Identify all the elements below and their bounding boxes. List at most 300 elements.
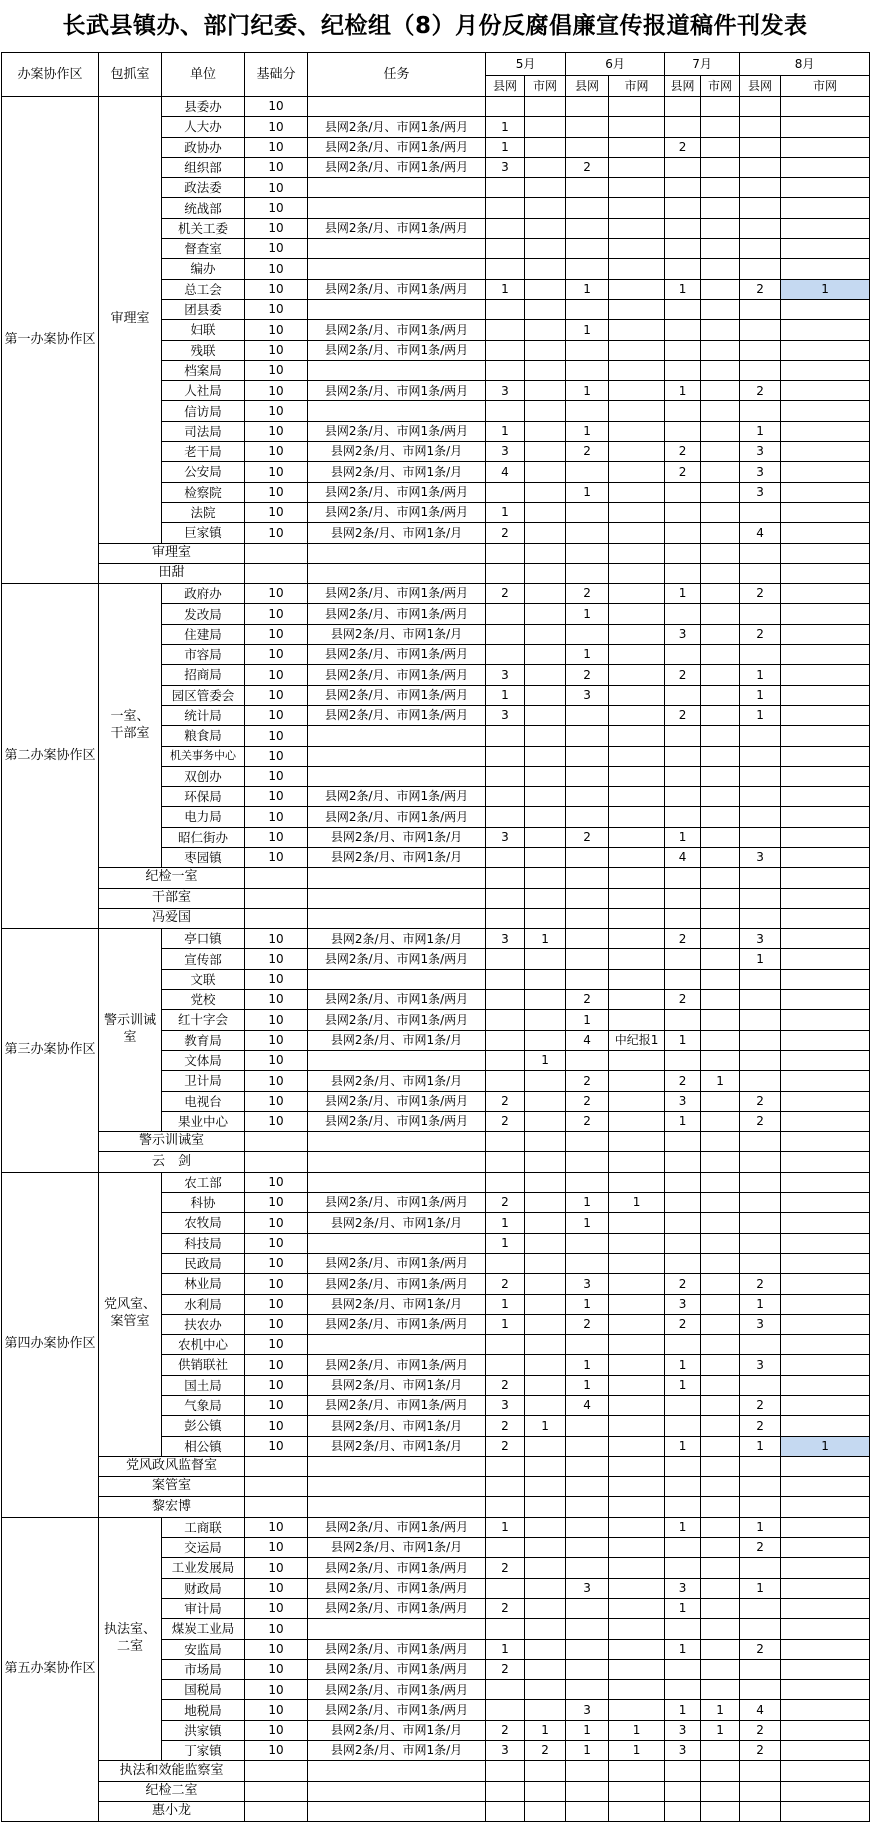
county-net-count-cell: 2 [486,1091,525,1111]
county-net-count-cell [665,97,701,117]
empty-cell [525,1132,566,1152]
county-net-count-cell: 1 [566,604,609,624]
city-net-count-cell [781,1193,870,1213]
header-city-net: 市网 [609,76,665,97]
county-net-count-cell [566,1558,609,1578]
task-cell: 县网2条/月、市网1条/两月 [308,1639,486,1659]
city-net-count-cell [701,421,740,441]
city-net-count-cell [701,523,740,543]
county-net-count-cell [740,198,781,218]
city-net-count-cell [609,1375,665,1395]
empty-cell [781,868,870,888]
city-net-count-cell [525,523,566,543]
task-cell: 县网2条/月、市网1条/月 [308,1213,486,1233]
city-net-count-cell [609,584,665,604]
county-net-count-cell [486,807,525,827]
city-net-count-cell [701,1335,740,1355]
county-net-count-cell: 2 [665,1071,701,1091]
county-net-count-cell [665,1193,701,1213]
empty-cell [609,1801,665,1821]
city-net-count-cell [781,1538,870,1558]
county-net-count-cell: 1 [486,1294,525,1314]
county-net-count-cell [740,1619,781,1639]
unit-name-cell: 总工会 [162,279,245,299]
county-net-count-cell [566,178,609,198]
city-net-count-cell [609,1071,665,1091]
city-net-count-cell: 1 [609,1720,665,1740]
empty-cell [781,1497,870,1517]
empty-cell [781,908,870,928]
task-cell: 县网2条/月、市网1条/月 [308,1071,486,1091]
task-cell: 县网2条/月、市网1条/月 [308,1538,486,1558]
county-net-count-cell [486,1538,525,1558]
county-net-count-cell: 2 [740,1111,781,1131]
city-net-count-cell [609,624,665,644]
city-net-count-cell [781,807,870,827]
county-net-count-cell: 2 [740,381,781,401]
base-score-cell: 10 [245,1517,308,1537]
empty-cell [665,868,701,888]
office-summary-cell: 纪检二室 [99,1781,245,1801]
county-net-count-cell [566,198,609,218]
city-net-count-cell [525,766,566,786]
county-net-count-cell [566,1619,609,1639]
base-score-cell: 10 [245,1700,308,1720]
city-net-count-cell [781,1050,870,1070]
county-net-count-cell: 1 [740,1436,781,1456]
city-net-count-cell [525,1558,566,1578]
city-net-count-cell [525,482,566,502]
task-cell: 县网2条/月、市网1条/两月 [308,218,486,238]
county-net-count-cell: 1 [486,685,525,705]
header-office: 包抓室 [99,53,162,97]
base-score-cell: 10 [245,766,308,786]
empty-cell [525,543,566,563]
city-net-count-cell [609,1700,665,1720]
city-net-count-cell [525,1294,566,1314]
city-net-count-cell [781,299,870,319]
task-cell [308,178,486,198]
city-net-count-cell [701,604,740,624]
city-net-count-cell: 1 [525,1720,566,1740]
empty-cell [486,563,525,583]
header-month-june: 6月 [566,53,665,76]
county-net-count-cell: 1 [566,1355,609,1375]
empty-cell [308,908,486,928]
county-net-count-cell [665,949,701,969]
base-score-cell: 10 [245,442,308,462]
unit-name-cell: 交运局 [162,1538,245,1558]
city-net-count-cell [781,421,870,441]
county-net-count-cell: 1 [665,1700,701,1720]
city-net-count-cell [609,807,665,827]
unit-name-cell: 扶农办 [162,1314,245,1334]
header-county-net: 县网 [486,76,525,97]
unit-name-cell: 昭仁街办 [162,827,245,847]
county-net-count-cell: 1 [665,1375,701,1395]
header-month-may: 5月 [486,53,566,76]
city-net-count-cell [701,259,740,279]
county-net-count-cell [665,1396,701,1416]
office-summary-cell: 黎宏博 [99,1497,245,1517]
base-score-cell: 10 [245,117,308,137]
county-net-count-cell: 2 [740,624,781,644]
city-net-count-cell [781,1720,870,1740]
county-net-count-cell [740,1193,781,1213]
city-net-count-cell [525,1375,566,1395]
county-net-count-cell [665,198,701,218]
city-net-count-cell [701,1416,740,1436]
unit-name-cell: 丁家镇 [162,1741,245,1761]
county-net-count-cell: 1 [486,1314,525,1334]
county-net-count-cell [566,340,609,360]
empty-cell [566,1801,609,1821]
empty-cell [525,1152,566,1172]
task-cell: 县网2条/月、市网1条/两月 [308,381,486,401]
unit-name-cell: 住建局 [162,624,245,644]
task-cell: 县网2条/月、市网1条/两月 [308,1193,486,1213]
city-net-count-cell [701,1436,740,1456]
empty-cell [566,1781,609,1801]
city-net-count-cell [525,685,566,705]
city-net-count-cell [525,442,566,462]
city-net-count-cell [701,807,740,827]
task-cell: 县网2条/月、市网1条/两月 [308,117,486,137]
county-net-count-cell [740,299,781,319]
report-table [1,52,870,1822]
empty-cell [701,1761,740,1781]
city-net-count-cell [701,1375,740,1395]
county-net-count-cell [740,1050,781,1070]
base-score-cell: 10 [245,1111,308,1131]
city-net-count-cell [525,1517,566,1537]
task-cell: 县网2条/月、市网1条/两月 [308,705,486,725]
county-net-count-cell: 1 [486,421,525,441]
header-unit: 单位 [162,53,245,97]
unit-name-cell: 国土局 [162,1375,245,1395]
empty-cell [781,1781,870,1801]
county-net-count-cell [740,137,781,157]
county-net-count-cell [665,482,701,502]
task-cell [308,239,486,259]
empty-cell [525,888,566,908]
county-net-count-cell [665,969,701,989]
county-net-count-cell [665,218,701,238]
city-net-count-cell [781,1517,870,1537]
task-cell [308,1233,486,1253]
city-net-count-cell [781,157,870,177]
task-cell: 县网2条/月、市网1条/月 [308,1720,486,1740]
empty-cell [665,543,701,563]
county-net-count-cell: 3 [486,381,525,401]
unit-name-cell: 督查室 [162,239,245,259]
county-net-count-cell [665,1010,701,1030]
county-net-count-cell: 3 [740,482,781,502]
city-net-count-cell [609,990,665,1010]
county-net-count-cell: 2 [486,1193,525,1213]
county-net-count-cell [740,645,781,665]
county-net-count-cell [740,1030,781,1050]
county-net-count-cell: 1 [566,1375,609,1395]
task-cell: 县网2条/月、市网1条/月 [308,442,486,462]
unit-name-cell: 编办 [162,259,245,279]
unit-name-cell: 林业局 [162,1274,245,1294]
task-cell: 县网2条/月、市网1条/两月 [308,949,486,969]
city-net-count-cell [609,239,665,259]
city-net-count-cell [525,1274,566,1294]
county-net-count-cell: 2 [665,462,701,482]
county-net-count-cell [566,117,609,137]
county-net-count-cell: 1 [566,421,609,441]
base-score-cell: 10 [245,645,308,665]
city-net-count-cell [609,462,665,482]
office-cell: 审理室 [99,97,162,544]
base-score-cell: 10 [245,604,308,624]
county-net-count-cell [486,1172,525,1192]
county-net-count-cell: 3 [740,462,781,482]
city-net-count-cell [525,1030,566,1050]
county-net-count-cell: 1 [740,665,781,685]
city-net-count-cell [525,1598,566,1618]
task-cell: 县网2条/月、市网1条/两月 [308,340,486,360]
city-net-count-cell [781,787,870,807]
empty-cell [665,1497,701,1517]
county-net-count-cell [566,1639,609,1659]
county-net-count-cell [566,807,609,827]
city-net-count-cell [701,462,740,482]
unit-name-cell: 公安局 [162,462,245,482]
base-score-cell: 10 [245,624,308,644]
office-cell: 警示训诫 室 [99,929,162,1132]
empty-cell [740,868,781,888]
task-cell: 县网2条/月、市网1条/两月 [308,279,486,299]
base-score-cell: 10 [245,1233,308,1253]
base-score-cell: 10 [245,1538,308,1558]
empty-cell [701,1477,740,1497]
empty-cell [609,1781,665,1801]
office-summary-cell: 惠小龙 [99,1801,245,1821]
city-net-count-cell [781,1091,870,1111]
office-summary-row [2,908,870,928]
header-county-net: 县网 [665,76,701,97]
county-net-count-cell: 1 [665,1111,701,1131]
unit-name-cell: 电力局 [162,807,245,827]
county-net-count-cell: 2 [566,990,609,1010]
county-net-count-cell [566,847,609,867]
county-net-count-cell: 1 [566,279,609,299]
county-net-count-cell [486,320,525,340]
county-net-count-cell: 2 [665,137,701,157]
empty-cell [566,888,609,908]
task-cell: 县网2条/月、市网1条/两月 [308,1598,486,1618]
task-cell: 县网2条/月、市网1条/两月 [308,1355,486,1375]
city-net-count-cell [781,1598,870,1618]
city-net-count-cell [701,198,740,218]
unit-name-cell: 统计局 [162,705,245,725]
base-score-cell: 10 [245,340,308,360]
task-cell [308,1050,486,1070]
unit-name-cell: 信访局 [162,401,245,421]
office-summary-row [2,1477,870,1497]
city-net-count-cell [781,1071,870,1091]
county-net-count-cell: 1 [740,421,781,441]
unit-name-cell: 审计局 [162,1598,245,1618]
county-net-count-cell: 2 [740,1639,781,1659]
base-score-cell: 10 [245,1193,308,1213]
empty-cell [781,1761,870,1781]
city-net-count-cell [701,766,740,786]
office-summary-row [2,1781,870,1801]
city-net-count-cell [701,787,740,807]
zone-cell: 第一办案协作区 [2,97,99,584]
empty-cell [740,1152,781,1172]
county-net-count-cell: 3 [486,929,525,949]
city-net-count-cell [701,502,740,522]
county-net-count-cell [566,239,609,259]
city-net-count-cell [525,1091,566,1111]
city-net-count-cell [609,279,665,299]
base-score-cell: 10 [245,482,308,502]
city-net-count-cell [525,502,566,522]
unit-name-cell: 地税局 [162,1700,245,1720]
empty-cell [486,1801,525,1821]
base-score-cell: 10 [245,1213,308,1233]
county-net-count-cell: 2 [665,1314,701,1334]
empty-cell [665,1801,701,1821]
city-net-count-cell [525,381,566,401]
empty-cell [525,868,566,888]
city-net-count-cell [609,1538,665,1558]
city-net-count-cell [701,1010,740,1030]
city-net-count-cell [701,299,740,319]
county-net-count-cell [665,1233,701,1253]
county-net-count-cell: 2 [566,1111,609,1131]
city-net-count-cell [609,1172,665,1192]
empty-cell [566,1152,609,1172]
city-net-count-cell [701,279,740,299]
city-net-count-cell [609,1558,665,1578]
empty-cell [525,1477,566,1497]
table-row [2,1517,870,1537]
county-net-count-cell [665,645,701,665]
county-net-count-cell [486,746,525,766]
county-net-count-cell: 3 [486,442,525,462]
county-net-count-cell [665,1619,701,1639]
city-net-count-cell [609,847,665,867]
county-net-count-cell [665,1213,701,1233]
county-net-count-cell [665,746,701,766]
task-cell [308,1335,486,1355]
county-net-count-cell: 2 [566,442,609,462]
county-net-count-cell [740,218,781,238]
county-net-count-cell: 3 [486,705,525,725]
base-score-cell: 10 [245,746,308,766]
office-summary-row [2,1761,870,1781]
city-net-count-cell [609,1355,665,1375]
county-net-count-cell: 2 [740,1416,781,1436]
county-net-count-cell [740,1558,781,1578]
empty-cell [566,1497,609,1517]
empty-cell [245,1132,308,1152]
base-score-cell: 10 [245,259,308,279]
base-score-cell: 10 [245,1294,308,1314]
county-net-count-cell [486,401,525,421]
city-net-count-cell [609,421,665,441]
county-net-count-cell [665,239,701,259]
county-net-count-cell: 1 [665,1355,701,1375]
base-score-cell: 10 [245,502,308,522]
city-net-count-cell [701,239,740,259]
unit-name-cell: 党校 [162,990,245,1010]
empty-cell [245,1497,308,1517]
city-net-count-cell [609,502,665,522]
county-net-count-cell: 3 [665,1741,701,1761]
empty-cell [308,1152,486,1172]
county-net-count-cell [740,401,781,421]
city-net-count-cell [525,847,566,867]
county-net-count-cell [740,320,781,340]
county-net-count-cell [566,1659,609,1679]
county-net-count-cell: 3 [486,827,525,847]
base-score-cell: 10 [245,1314,308,1334]
county-net-count-cell: 3 [665,1578,701,1598]
office-summary-row [2,1497,870,1517]
county-net-count-cell: 3 [566,685,609,705]
city-net-count-cell [781,1619,870,1639]
unit-name-cell: 相公镇 [162,1436,245,1456]
city-net-count-cell [781,462,870,482]
unit-name-cell: 农机中心 [162,1335,245,1355]
empty-cell [701,563,740,583]
county-net-count-cell: 3 [486,665,525,685]
unit-name-cell: 洪家镇 [162,1720,245,1740]
empty-cell [486,1152,525,1172]
city-net-count-cell [525,1172,566,1192]
county-net-count-cell [740,1213,781,1233]
city-net-count-cell [525,1314,566,1334]
empty-cell [566,543,609,563]
city-net-count-cell [701,665,740,685]
county-net-count-cell: 3 [740,929,781,949]
city-net-count-cell [609,1314,665,1334]
county-net-count-cell [566,969,609,989]
office-summary-row [2,868,870,888]
city-net-count-cell [701,1639,740,1659]
city-net-count-cell [609,1091,665,1111]
county-net-count-cell: 1 [665,1436,701,1456]
county-net-count-cell [665,807,701,827]
base-score-cell: 10 [245,787,308,807]
county-net-count-cell: 1 [486,502,525,522]
city-net-count-cell [609,1294,665,1314]
task-cell: 县网2条/月、市网1条/月 [308,1030,486,1050]
county-net-count-cell [486,1619,525,1639]
city-net-count-cell [701,1294,740,1314]
city-net-count-cell [701,340,740,360]
city-net-count-cell [525,340,566,360]
task-cell: 县网2条/月、市网1条/月 [308,1375,486,1395]
empty-cell [308,1761,486,1781]
unit-name-cell: 市容局 [162,645,245,665]
city-net-count-cell: 2 [525,1741,566,1761]
city-net-count-cell [781,1172,870,1192]
city-net-count-cell [701,1659,740,1679]
empty-cell [525,1456,566,1476]
city-net-count-cell [525,157,566,177]
county-net-count-cell: 3 [740,442,781,462]
task-cell: 县网2条/月、市网1条/两月 [308,482,486,502]
city-net-count-cell [781,178,870,198]
